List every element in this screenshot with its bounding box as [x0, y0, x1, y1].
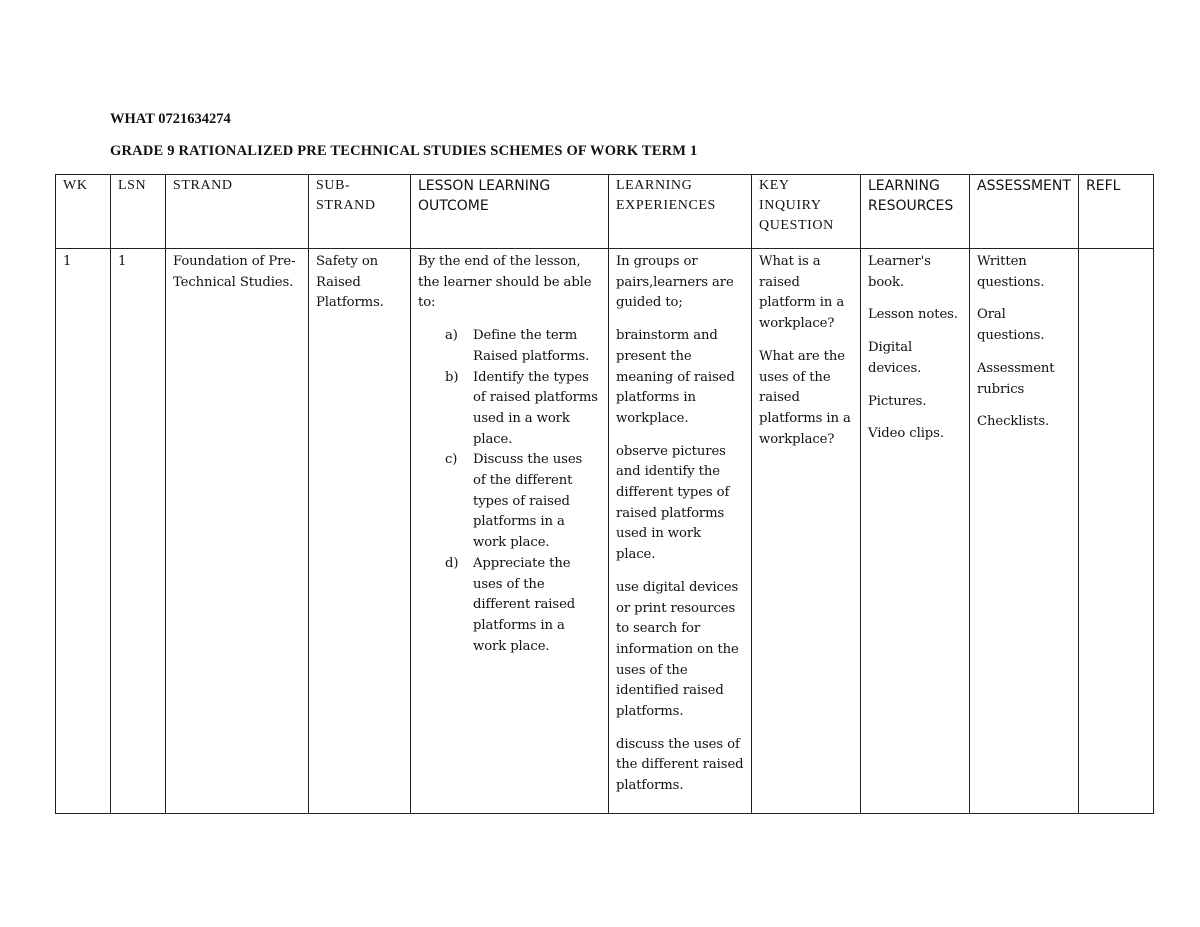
cell-assessment — [970, 249, 1079, 814]
cell-refl — [1079, 249, 1154, 814]
outcome-item-marker: d) — [445, 555, 459, 571]
resource-item: Pictures. — [868, 393, 927, 409]
header-wk: WK — [56, 175, 111, 249]
experience-paragraph: use digital devices or print resources to search for information on the uses of the identified raised platforms. — [616, 579, 739, 720]
table-header-row — [56, 175, 1154, 249]
header-lsn: LSN — [111, 175, 166, 249]
cell-learning-experiences — [609, 249, 752, 814]
cell-lsn: 1 — [111, 249, 166, 814]
cell-learning-resources — [861, 249, 970, 814]
experience-paragraph: observe pictures and identify the different types of raised platforms used in work place. — [616, 443, 730, 563]
cell-sub-strand: Safety on Raised Platforms. — [309, 249, 411, 814]
header-strand: STRAND — [166, 175, 309, 249]
inquiry-question: What are the uses of the raised platforms in a workplace? — [759, 348, 851, 447]
cell-lesson-learning-outcome — [411, 249, 609, 814]
header-assessment: ASSESSMENT — [970, 175, 1079, 249]
experience-paragraph: brainstorm and present the meaning of raised platforms in workplace. — [616, 328, 735, 426]
assessment-item: Assessment rubrics — [977, 360, 1055, 397]
outcome-item-text: Define the term Raised platforms. — [473, 328, 590, 364]
outcome-item-text: Identify the types of raised platforms used in a work place. — [473, 369, 598, 447]
assessment-item: Oral questions. — [977, 307, 1045, 344]
assessment-item: Checklists. — [977, 414, 1050, 430]
outcome-item-marker: c) — [445, 452, 458, 468]
header-learning-resources: LEARNING RESOURCES — [861, 175, 970, 249]
inquiry-question: What is a raised platform in a workplace? — [759, 254, 845, 332]
outcome-item — [418, 368, 601, 451]
outcome-item-text: Appreciate the uses of the different raised platforms in a work place. — [473, 555, 576, 654]
outcome-list — [418, 326, 601, 657]
outcome-item — [418, 450, 601, 554]
outcome-item-text: Discuss the uses of the different types of raised platforms in a work place. — [473, 452, 583, 551]
document-title: GRADE 9 RATIONALIZED PRE TECHNICAL STUDIES SCHEMES OF WORK TERM 1 — [110, 143, 698, 159]
outcome-item — [418, 326, 601, 367]
resource-item: Lesson notes. — [868, 307, 958, 323]
assessment-item: Written questions. — [977, 254, 1045, 290]
header-lesson-learning-outcome: LESSON LEARNING OUTCOME — [411, 175, 609, 249]
outcome-item — [418, 554, 601, 658]
resource-item: Video clips. — [868, 426, 944, 442]
table-row — [56, 249, 1154, 814]
cell-strand: Foundation of Pre- Technical Studies. — [166, 249, 309, 814]
cell-wk: 1 — [56, 249, 111, 814]
outcome-intro: By the end of the lesson, the learner should be able to: — [418, 254, 592, 311]
experience-paragraph: discuss the uses of the different raised platforms. — [616, 736, 744, 794]
header-key-inquiry-question: KEY INQUIRY QUESTION — [752, 175, 861, 249]
outcome-item-marker: b) — [445, 369, 459, 385]
header-sub-strand: SUB- STRAND — [309, 175, 411, 249]
contact-line: WHAT 0721634274 — [110, 111, 231, 127]
schemes-of-work-table — [55, 174, 1154, 814]
resource-item: Digital devices. — [868, 340, 922, 376]
header-learning-experiences: LEARNING EXPERIENCES — [609, 175, 752, 249]
header-refl: REFL — [1079, 175, 1154, 249]
resource-item: Learner's book. — [868, 254, 931, 290]
experience-paragraph: In groups or pairs,learners are guided to; — [616, 254, 734, 311]
outcome-item-marker: a) — [445, 328, 458, 344]
cell-key-inquiry-question — [752, 249, 861, 814]
